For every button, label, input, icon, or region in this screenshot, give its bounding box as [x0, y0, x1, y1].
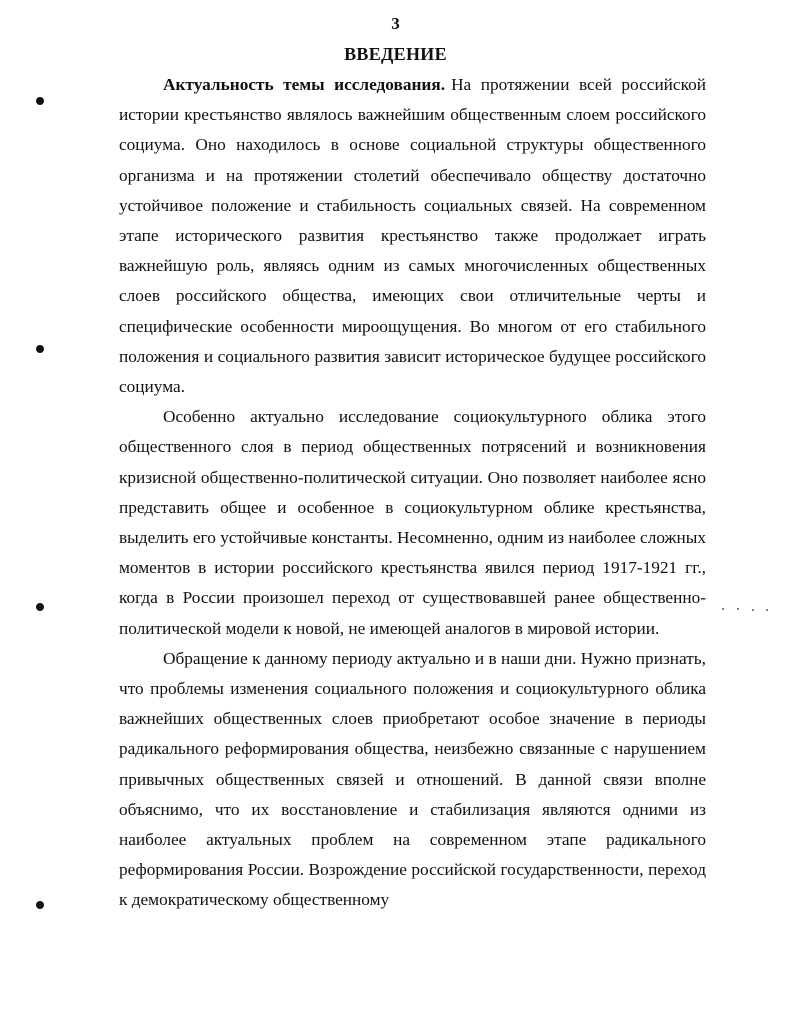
page-number: 3 [391, 14, 400, 33]
binding-hole-mark [36, 97, 44, 105]
paragraph-sociocultural [119, 402, 706, 644]
scan-speck [752, 609, 754, 611]
paragraph-relevance [119, 70, 706, 402]
scan-speck [737, 608, 739, 610]
paragraph-present-day [119, 644, 706, 916]
section-heading: ВВЕДЕНИЕ [344, 44, 447, 64]
binding-hole-mark [36, 603, 44, 611]
paragraph-text: На протяжении всей российской истории крестьянство являлось важнейшим общественным слоем российского социума. Оно находилось в основе социальной структуры общественного организма и на протяжении столетий обеспечивало обществу достаточно устойчивое положение и стабильность социальных связей. На современном этапе исторического развития крестьянство также продолжает играть важнейшую роль, являясь одним из самых многочисленных общественных слоев российского общества, имеющих свои отличительные черты и специфические особенности мироощущения. Во многом от его стабильного положения и социального развития зависит историческое будущее российского социума. [119, 75, 707, 397]
paragraph-lead-title: Актуальность темы исследования. [163, 75, 446, 94]
body-text [119, 70, 706, 916]
paragraph-text: Обращение к данному периоду актуально и в наши дни. Нужно признать, что проблемы изменения социального положения и социокультурного облика важнейших общественных слоев приобретают особое значение в периоды радикального реформирования общества, неизбежно связанные с нарушением привычных общественных связей и отношений. В данной связи вполне объяснимо, что их восстановление и стабилизация являются одними из наиболее актуальных проблем на современном этапе радикального реформирования России. Возрождение российской государственности, переход к демократическому общественному [119, 648, 706, 910]
paragraph-text: Особенно актуально исследование социокультурного облика этого общественного слоя в период общественных потрясений и возникновения кризисной общественно-политической ситуации. Оно позволяет наиболее ясно представить общее и особенное в социокультурном облике крестьянства, выделить его устойчивые константы. Несомненно, одним из наиболее сложных моментов в истории российского крестьянства явился период 1917-1921 гг., когда в России произошел переход от существовавшей ранее общественно-политической модели к новой, не имеющей аналогов в мировой истории. [119, 407, 706, 638]
scan-speck [722, 608, 724, 610]
binding-hole-mark [36, 345, 44, 353]
binding-hole-mark [36, 901, 44, 909]
scan-speck [766, 609, 768, 611]
